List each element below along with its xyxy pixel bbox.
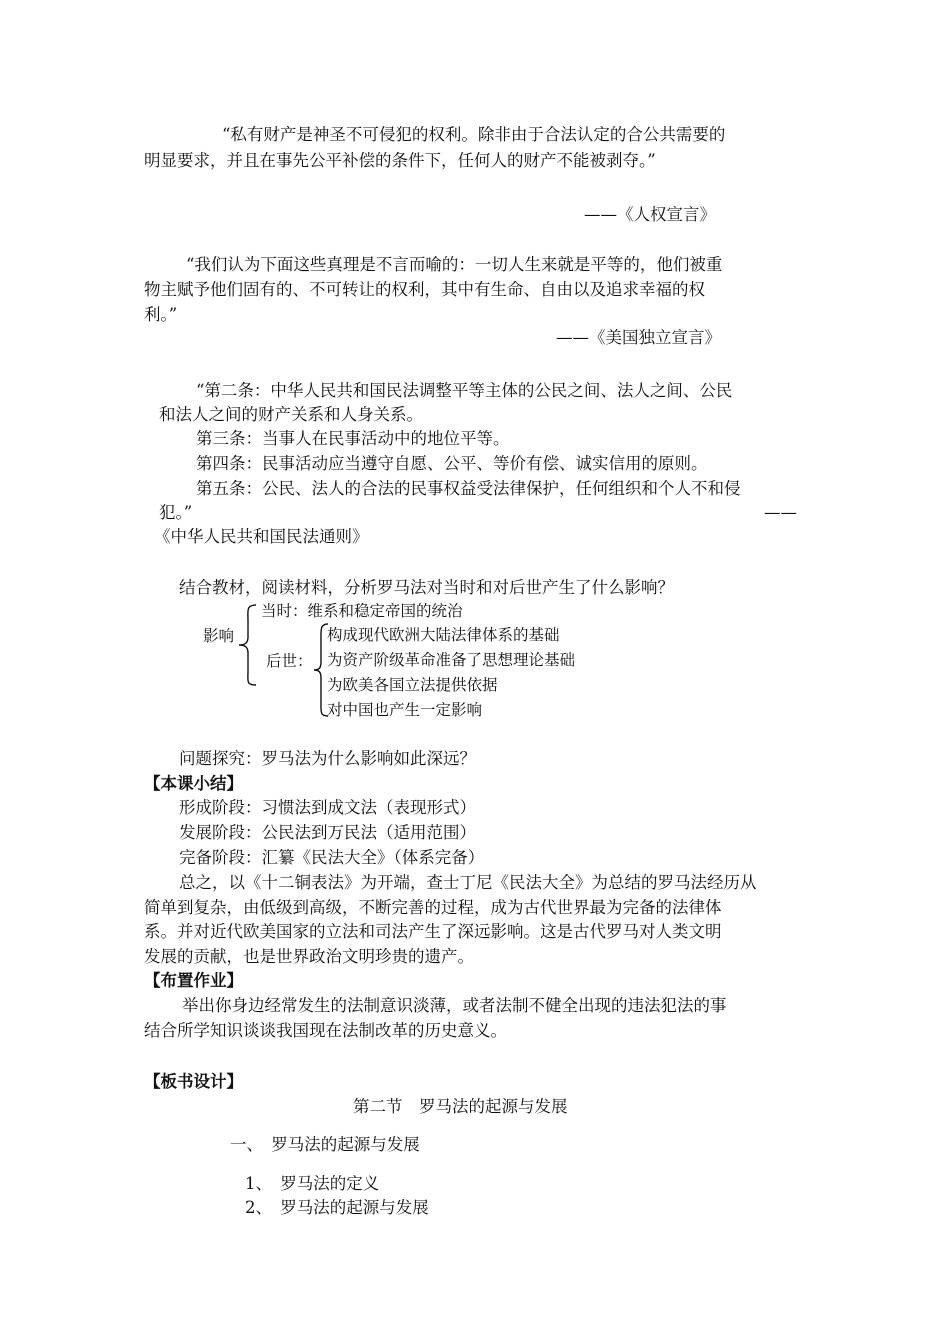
board-item-1: 1、 罗马法的定义 [245,1174,380,1193]
summary-line3: 完备阶段：汇纂《民法大全》（体系完备） [179,848,485,867]
board-item-2: 2、 罗马法的起源与发展 [245,1198,429,1217]
diagram-brace-outer [236,603,260,687]
quote2-line3: 利。” [144,305,178,324]
diagram-later-label: 后世： [266,652,313,670]
summary-line1: 形成阶段：习惯法到成文法（表现形式） [179,798,476,817]
quote2-line2: 物主赋予他们固有的、不可转让的权利，其中有生命、自由以及追求幸福的权 [144,280,705,299]
summary-para-line2: 简单到复杂，由低级到高级，不断完善的过程，成为古代世界最为完备的法律体 [144,898,722,917]
diagram-then: 当时：维系和稳定帝国的统治 [261,602,463,620]
homework-line1: 举出你身边经常发生的法制意识淡薄，或者法制不健全出现的违法犯法的事 [182,996,727,1015]
quote3-line3: 第三条：当事人在民事活动中的地位平等。 [196,429,510,448]
quote2-source: ——《美国独立宣言》 [556,328,721,347]
board-section-1: 一、 罗马法的起源与发展 [230,1135,420,1154]
diagram-later-item-1: 构成现代欧洲大陆法律体系的基础 [327,626,560,644]
board-title: 第二节 罗马法的起源与发展 [353,1097,568,1116]
quote3-line6: 犯。” [159,503,193,522]
question-influence: 结合教材，阅读材料，分析罗马法对当时和对后世产生了什么影响？ [179,578,674,597]
summary-heading: 【本课小结】 [144,774,243,793]
quote3-line2: 和法人之间的财产关系和人身关系。 [159,405,423,424]
homework-line2: 结合所学知识谈谈我国现在法制改革的历史意义。 [144,1021,507,1040]
quote2-line1: “我们认为下面这些真理是不言而喻的：一切人生来就是平等的，他们被重 [186,255,723,274]
quote3-line5: 第五条：公民、法人的合法的民事权益受法律保护，任何组织和个人不和侵 [196,479,741,498]
quote1-source: ——《人权宣言》 [584,205,716,224]
diagram-root: 影响 [203,627,235,645]
summary-para-line3: 系。并对近代欧美国家的立法和司法产生了深远影响。这是古代罗马对人类文明 [144,922,722,941]
homework-heading: 【布置作业】 [144,971,243,990]
quote3-line1: “第二条：中华人民共和国民法调整平等主体的公民之间、法人之间、公民 [196,381,733,400]
quote3-source: 《中华人民共和国民法通则》 [154,527,369,546]
diagram-later-item-2: 为资产阶级革命准备了思想理论基础 [327,651,576,669]
diagram-later-item-4: 对中国也产生一定影响 [327,701,483,719]
quote3-line4: 第四条：民事活动应当遵守自愿、公平、等价有偿、诚实信用的原则。 [196,454,708,473]
question-why: 问题探究：罗马法为什么影响如此深远？ [179,749,476,768]
quote3-dash: —— [764,503,797,522]
summary-para-line1: 总之，以《十二铜表法》为开端，查士丁尼《民法大全》为总结的罗马法经历从 [179,873,757,892]
summary-line2: 发展阶段：公民法到万民法（适用范围） [179,823,476,842]
diagram-later-item-3: 为欧美各国立法提供依据 [327,676,498,694]
summary-para-line4: 发展的贡献，也是世界政治文明珍贵的遗产。 [144,947,474,966]
quote1-line2: 明显要求，并且在事先公平补偿的条件下，任何人的财产不能被剥夺。” [144,151,656,170]
quote1-line1: “私有财产是神圣不可侵犯的权利。除非由于合法认定的合公共需要的 [222,125,726,144]
board-heading: 【板书设计】 [144,1072,243,1091]
